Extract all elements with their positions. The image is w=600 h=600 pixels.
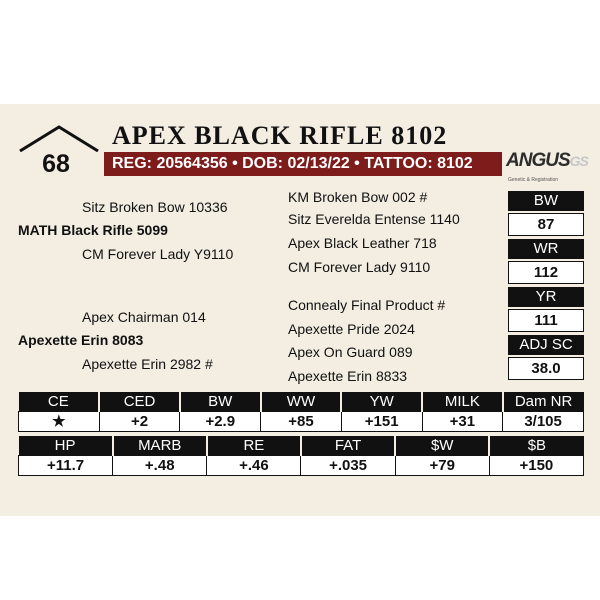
stat-label-adj-sc: ADJ SC — [508, 335, 584, 355]
epd-header: MARB — [113, 436, 207, 456]
epd-header: RE — [207, 436, 301, 456]
sire-sire: Sitz Broken Bow 10336 — [82, 199, 228, 215]
epd-header: CED — [99, 392, 180, 412]
ancestor-2: Sitz Everelda Entense 1140 — [288, 211, 460, 227]
epd-header: $B — [489, 436, 583, 456]
epd-header: BW — [180, 392, 261, 412]
sire-dam: CM Forever Lady Y9110 — [82, 246, 234, 262]
ancestor-7: Apex On Guard 089 — [288, 344, 413, 360]
epd-value: +2 — [99, 412, 180, 432]
stat-label-wr: WR — [508, 239, 584, 259]
sire: MATH Black Rifle 5099 — [18, 222, 168, 238]
stat-value-adj-sc: 38.0 — [508, 357, 584, 380]
logo-text: ANGUS — [506, 150, 570, 171]
epd-value: 3/105 — [503, 412, 584, 432]
epd-header: HP — [19, 436, 113, 456]
side-stats — [508, 188, 584, 380]
epd-value: +150 — [489, 456, 583, 476]
epd-value: +151 — [341, 412, 422, 432]
epd-value: +.46 — [207, 456, 301, 476]
epd-value: ★ — [19, 412, 100, 432]
epd-header: FAT — [301, 436, 395, 456]
epd-table-2 — [18, 436, 584, 476]
dam-dam: Apexette Erin 2982 # — [82, 356, 213, 372]
dam-sire: Apex Chairman 014 — [82, 309, 206, 325]
logo-tagline: Genetic & Registration — [508, 177, 559, 183]
ancestor-6: Apexette Pride 2024 — [288, 321, 415, 337]
logo-gs-text: GS — [569, 153, 588, 169]
registration-bar: REG: 20564356 • DOB: 02/13/22 • TATTOO: 8102 — [104, 152, 502, 176]
epd-value-row — [19, 412, 584, 432]
epd-value: +85 — [261, 412, 342, 432]
stat-label-yr: YR — [508, 287, 584, 307]
stat-value-bw: 87 — [508, 213, 584, 236]
stat-label-bw: BW — [508, 191, 584, 211]
epd-header: $W — [395, 436, 489, 456]
ancestor-8: Apexette Erin 8833 — [288, 368, 408, 384]
epd-value: +.48 — [113, 456, 207, 476]
epd-header: YW — [341, 392, 422, 412]
ancestor-1: KM Broken Bow 002 # — [288, 189, 428, 205]
lot-number: 68 — [42, 150, 70, 178]
epd-header: WW — [261, 392, 342, 412]
stat-value-wr: 112 — [508, 261, 584, 284]
epd-value: +31 — [422, 412, 503, 432]
animal-name: APEX BLACK RIFLE 8102 — [112, 121, 448, 150]
epd-table-1 — [18, 392, 584, 432]
dam: Apexette Erin 8083 — [18, 332, 144, 348]
angus-gs-logo — [506, 150, 588, 183]
ancestor-5: Connealy Final Product # — [288, 297, 446, 313]
epd-header: MILK — [422, 392, 503, 412]
stat-value-yr: 111 — [508, 309, 584, 332]
epd-value: +11.7 — [19, 456, 113, 476]
ancestor-4: CM Forever Lady 9110 — [288, 259, 431, 275]
epd-header-row — [19, 392, 584, 412]
ancestor-3: Apex Black Leather 718 — [288, 235, 437, 251]
epd-value-row — [19, 456, 584, 476]
epd-value: +79 — [395, 456, 489, 476]
epd-value: +2.9 — [180, 412, 261, 432]
epd-header: CE — [19, 392, 100, 412]
epd-value: +.035 — [301, 456, 395, 476]
epd-header-row — [19, 436, 584, 456]
epd-header: Dam NR — [503, 392, 584, 412]
